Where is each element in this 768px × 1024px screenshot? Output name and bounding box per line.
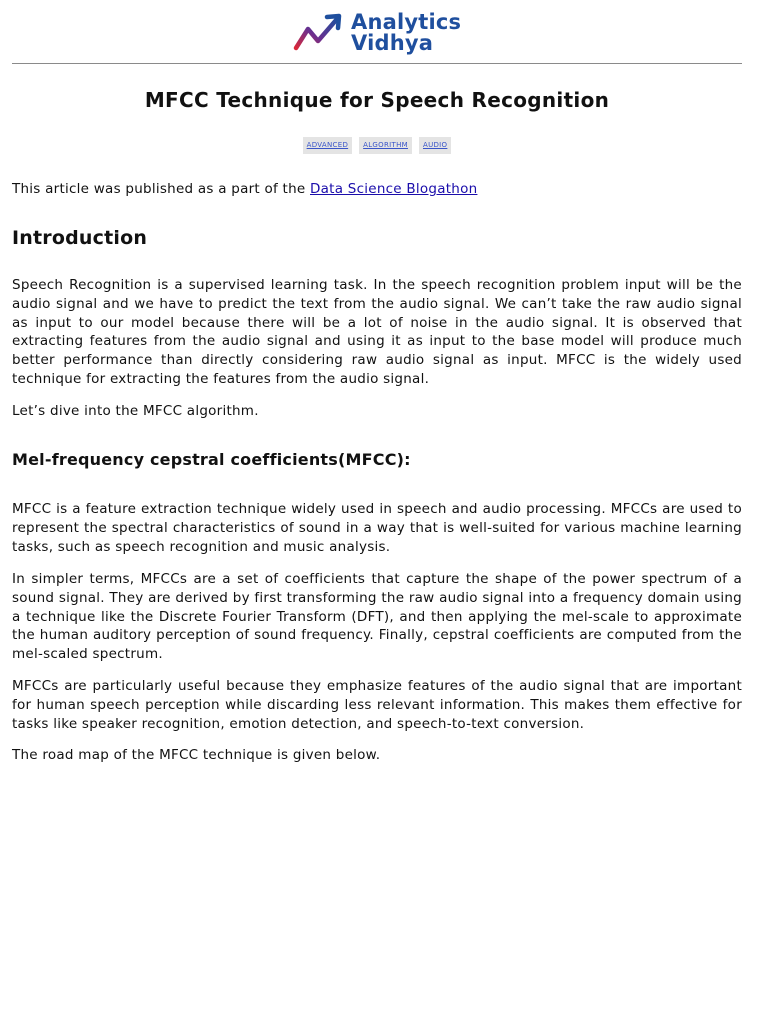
header-divider: [12, 63, 742, 64]
logo-line-2: Vidhya: [351, 31, 434, 55]
published-prefix: This article was published as a part of the: [12, 181, 310, 197]
logo-wordmark: [351, 12, 461, 54]
mfcc-heading: Mel-frequency cepstral coefficients(MFCC):: [12, 450, 411, 469]
tag-list: [12, 137, 742, 154]
tag-advanced[interactable]: ADVANCED: [303, 137, 353, 154]
published-note: [12, 180, 742, 199]
intro-heading: Introduction: [12, 227, 148, 249]
mfcc-paragraph-2: In simpler terms, MFCCs are a set of coefficients that capture the shape of the power spectrum of a sound signal. They are derived by first transforming the raw audio signal into a frequency domain using a technique like the Discrete Fourier Transform (DFT), and then applying the mel-scale to approximate the human auditory perception of sound frequency. Finally, cepstral coefficients are computed from the mel-scaled spectrum.: [12, 571, 742, 663]
analytics-vidhya-logo-icon: [293, 11, 345, 55]
intro-paragraph-2: Let’s dive into the MFCC algorithm.: [12, 403, 259, 419]
mfcc-paragraph-4: The road map of the MFCC technique is given below.: [12, 747, 381, 763]
mfcc-paragraph-3: MFCCs are particularly useful because they emphasize features of the audio signal that are important for human speech perception while discarding less relevant information. This makes them effective for tasks like speaker recognition, emotion detection, and speech-to-text conversion.: [12, 678, 742, 732]
blogathon-link[interactable]: Data Science Blogathon: [310, 181, 478, 197]
site-logo[interactable]: [293, 8, 478, 58]
article-title: MFCC Technique for Speech Recognition: [144, 88, 610, 112]
mfcc-paragraph-1: MFCC is a feature extraction technique widely used in speech and audio processing. MFCCs are used to represent the spectral characteristics of sound in a way that is well-suited for various machine learning tasks, such as speech recognition and music analysis.: [12, 501, 742, 555]
logo-line-1: Analytics: [351, 10, 462, 34]
intro-paragraph-1: Speech Recognition is a supervised learning task. In the speech recognition problem input will be the audio signal and we have to predict the text from the audio signal. We can’t take the raw audio signal as input to our model because there will be a lot of noise in the audio signal. It is observed that extracting features from the audio signal and using it as input to the base model will produce much better performance than directly considering raw audio signal as input. MFCC is the widely used technique for extracting the features from the audio signal.: [12, 277, 742, 387]
tag-audio[interactable]: AUDIO: [419, 137, 451, 154]
tag-algorithm[interactable]: ALGORITHM: [359, 137, 412, 154]
